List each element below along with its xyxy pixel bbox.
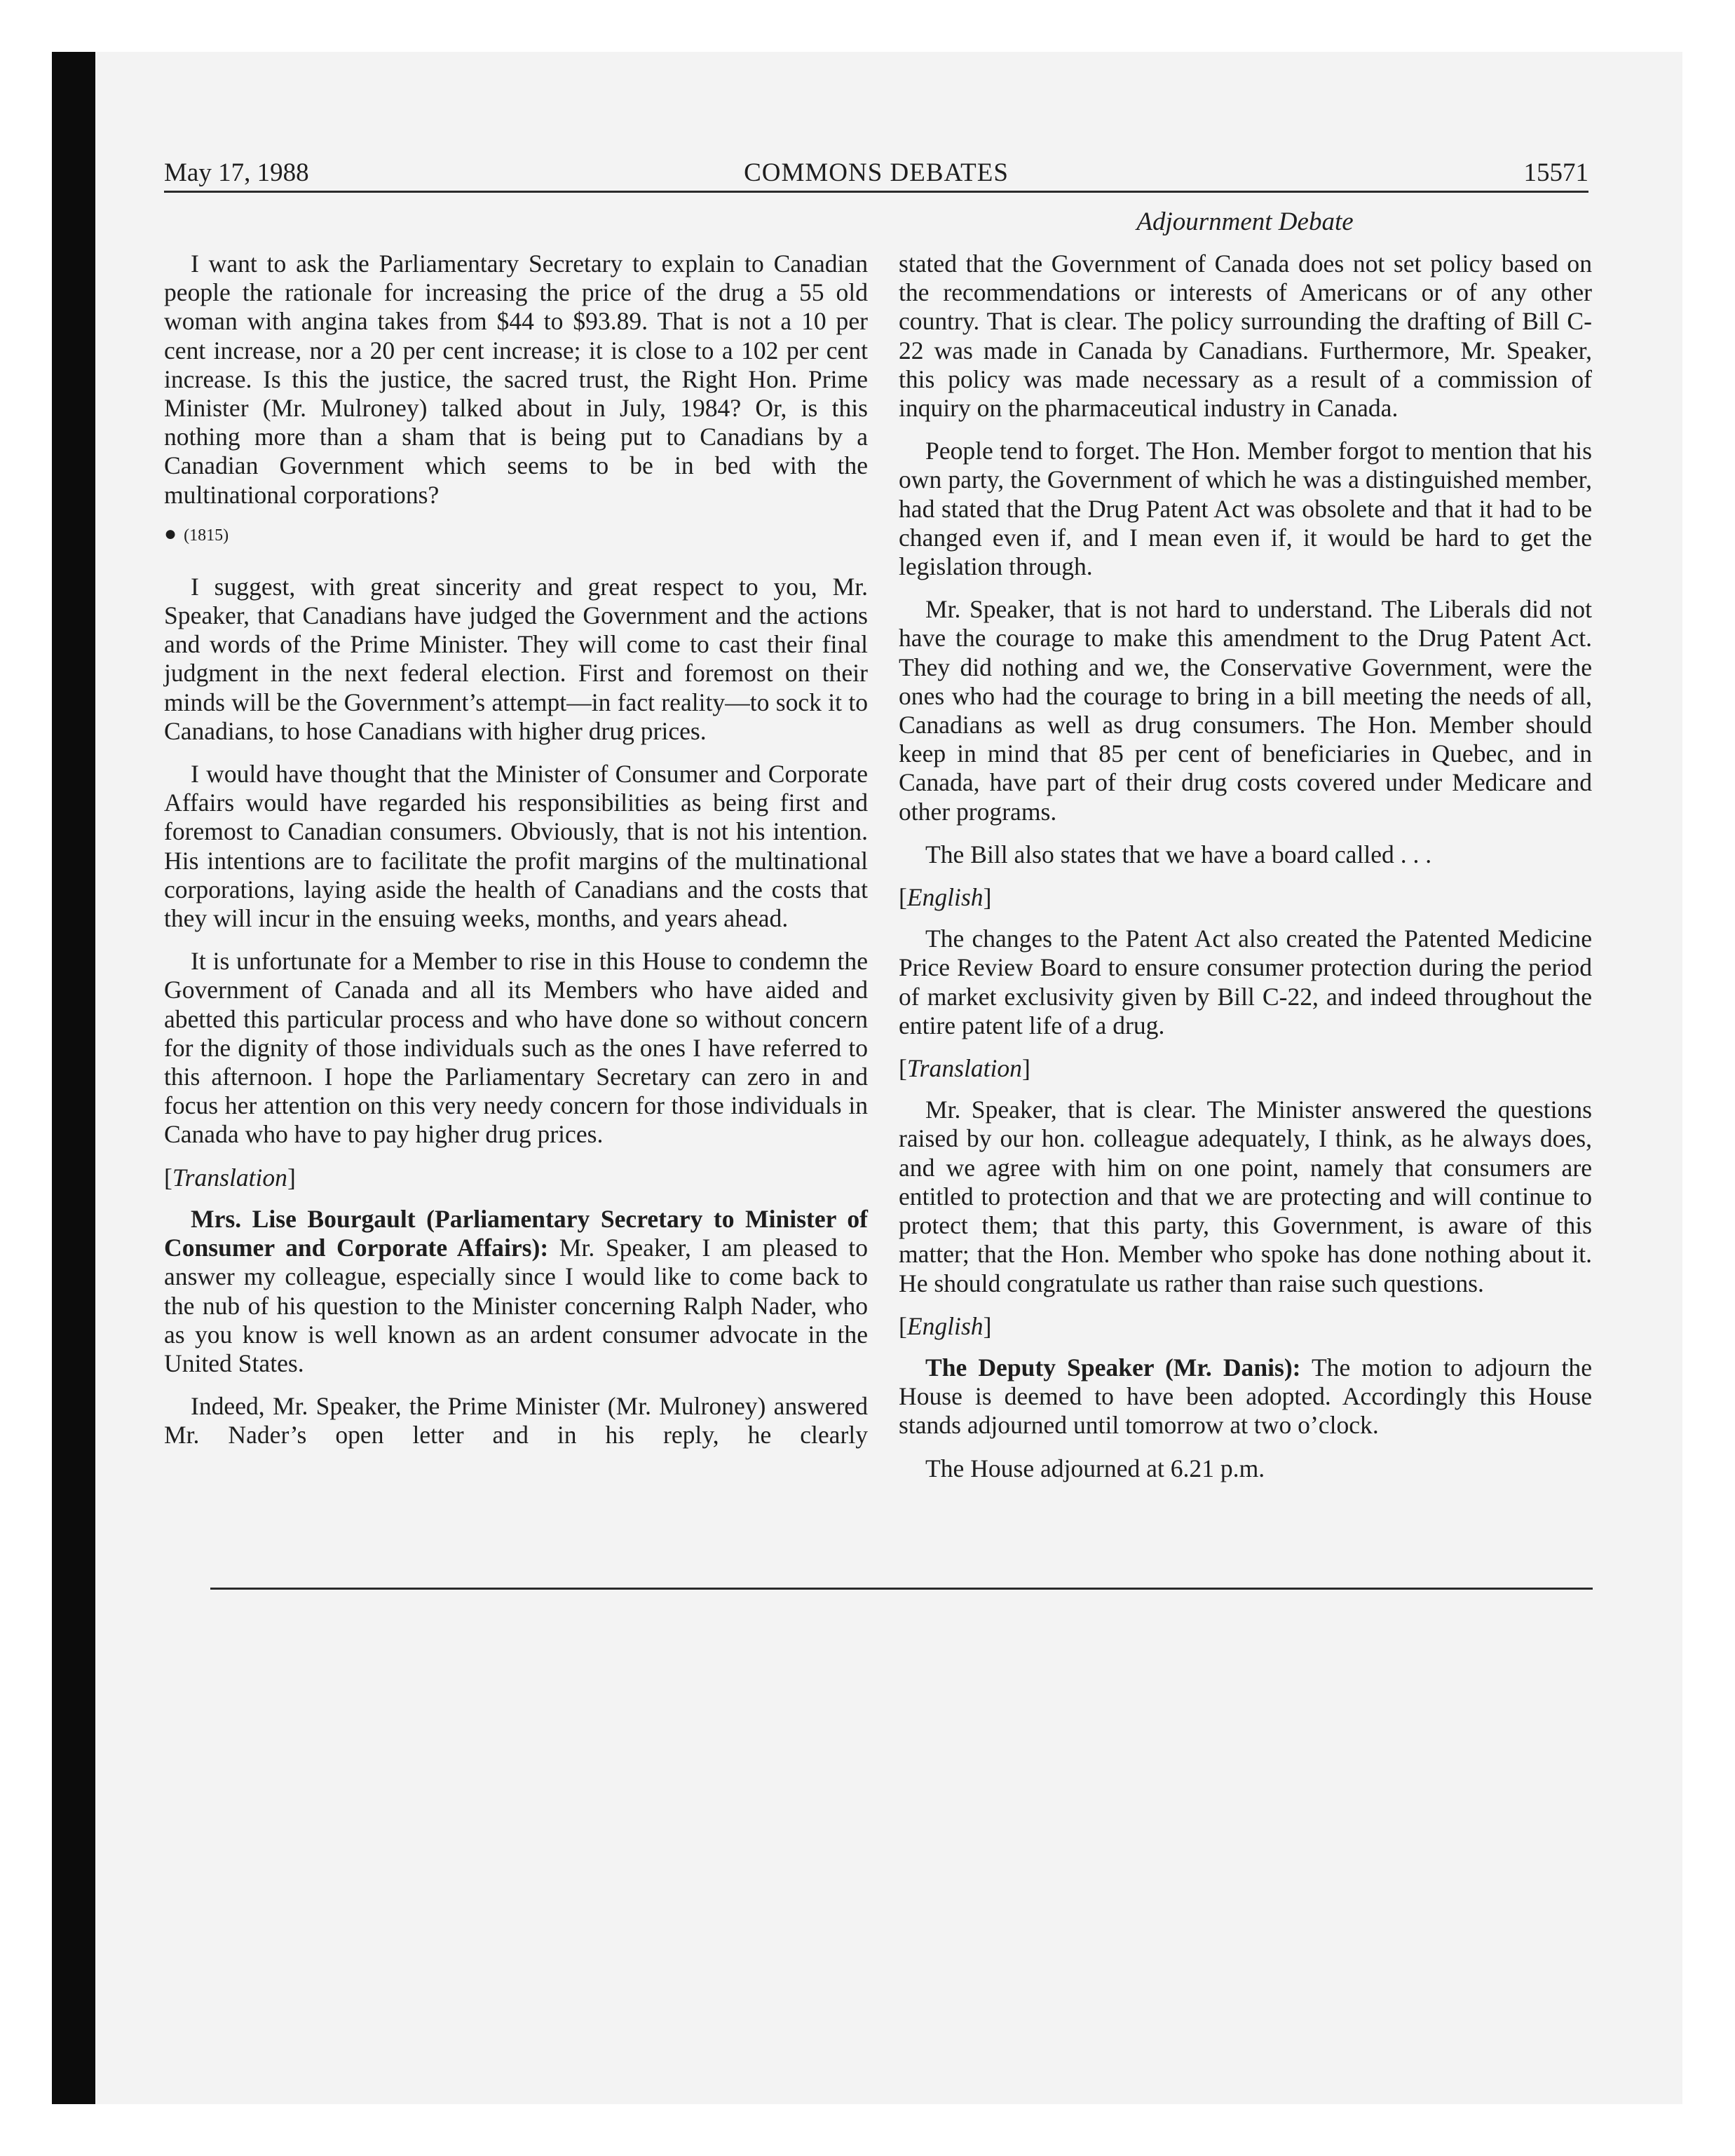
section-heading: Adjournment Debate [1136,207,1354,236]
paragraph: Mr. Speaker, that is not hard to understand. The Liberals did not have the courage to make this amendment to the Drug Patent Act. They did nothing and we, the Conservative Government, were the ones who had the courage to bring in a bill meeting the needs of all, Canadians as well as drug consumers. The Hon. Member should keep in mind that 85 per cent of beneficiaries in Quebec, and in Canada, have part of their drug costs covered under Medicare and other programs. [899,595,1592,826]
paragraph: The House adjourned at 6.21 p.m. [925,1454,1265,1482]
speech-paragraph [164,1205,868,1378]
paragraph: The Bill also states that we have a board called . . . [925,840,1432,868]
speech-text: The motion to adjourn the House is deemed to have been adopted. Accordingly this House stands adjourned until tomorrow at two o’clock. [899,1353,1592,1440]
paragraph: I want to ask the Parliamentary Secretary to explain to Canadian people the rationale for increasing the price of the drug a 55 old woman with angina takes from $44 to $93.89. That is not a 10 per cent increase, nor a 20 per cent increase; it is close to a 102 per cent increase. Is this the justice, the sacred trust, the Right Hon. Prime Minister (Mr. Mulroney) talked about in July, 1984? Or, is this nothing more than a sham that is being put to Canadians by a Canadian Government which seems to be in bed with the multinational corporations? [164,250,868,509]
paragraph: stated that the Government of Canada does not set policy based on the recommendations or interests of Americans or of any other country. That is clear. The policy surrounding the drafting of Bill C-22 was made in Canada by Canadians. Furthermore, Mr. Speaker, this policy was made necessary as a result of a commission of inquiry on the pharmaceutical industry in Canada. [899,250,1592,423]
header-page-number: 15571 [1523,158,1588,187]
language-tag-label: English [906,883,984,912]
paragraph: I suggest, with great sincerity and great respect to you, Mr. Speaker, that Canadians have judged the Government and the actions and words of the Prime Minister. They will come to cast their final judgment in the next federal election. First and foremost on their minds will be the Government’s attempt—in fact reality—to sock it to Canadians, to hose Canadians with higher drug prices. [164,572,868,745]
paragraph: People tend to forget. The Hon. Member forgot to mention that his own party, the Government of which he was a distinguished member, had stated that the Drug Patent Act was obsolete and that it had to be changed even if, and I mean even if, it would be hard to get the legislation through. [899,437,1592,581]
paragraph: It is unfortunate for a Member to rise in this House to condemn the Government of Canada and all its Members who have aided and abetted this particular process and who have done so without concern for the dignity of those individuals such as the ones I have referred to this afternoon. I hope the Parliamentary Secretary can zero in and focus her attention on this very needy concern for those individuals in Canada who have to pay higher drug prices. [164,947,868,1149]
language-tag: [Translation] [164,1163,296,1192]
language-tag-label: Translation [172,1163,287,1192]
bottom-rule [210,1588,1593,1590]
language-tag: [English] [899,1311,992,1340]
language-tag: [Translation] [899,1054,1030,1083]
speaker-name: The Deputy Speaker (Mr. Danis): [925,1353,1301,1381]
speech-paragraph [899,1353,1592,1440]
left-column [164,250,868,1464]
right-column [899,250,1592,1497]
language-tag-label: English [906,1311,984,1340]
paragraph: Indeed, Mr. Speaker, the Prime Minister (Mr. Mulroney) answered Mr. Nader’s open letter and in his reply, he clearly [164,1392,868,1449]
header-date: May 17, 1988 [164,158,309,187]
speech-text: Mr. Speaker, I am pleased to answer my colleague, especially since I would like to come back to the nub of his question to the Minister concerning Ralph Nader, who as you know is well known as an ardent consumer advocate in the United States. [164,1234,868,1377]
language-tag: [English] [899,883,992,912]
language-tag-label: Translation [906,1054,1022,1083]
paragraph: Mr. Speaker, that is clear. The Minister answered the questions raised by our hon. colleague adequately, I think, as he always does, and we agree with him on one point, namely that consumers are entitled to protection and that we are protecting and will continue to protect them; that this party, this Government, is aware of this matter; that the Hon. Member who spoke has done nothing about it. He should congratulate us rather than raise such questions. [899,1096,1592,1297]
time-marker-label: (1815) [184,526,229,545]
paragraph: I would have thought that the Minister of Consumer and Corporate Affairs would have regarded his responsibilities as being first and foremost to Canadian consumers. Obviously, that is not his intention. His intentions are to facilitate the profit margins of the multinational corporations, laying aside the health of Canadians and the costs that they will incur in the ensuing weeks, months, and years ahead. [164,760,868,933]
time-marker [164,521,868,546]
bullet-icon: ● [164,521,177,545]
running-head [164,156,1588,193]
header-publication: COMMONS DEBATES [744,158,1009,187]
paragraph: The changes to the Patent Act also created the Patented Medicine Price Review Board to ensure consumer protection during the period of market exclusivity given by Bill C-22, and indeed throughout the entire patent life of a drug. [899,925,1592,1039]
speaker-name: Mrs. Lise Bourgault (Parliamentary Secretary to Minister of Consumer and Corporate Affairs): [164,1204,868,1262]
